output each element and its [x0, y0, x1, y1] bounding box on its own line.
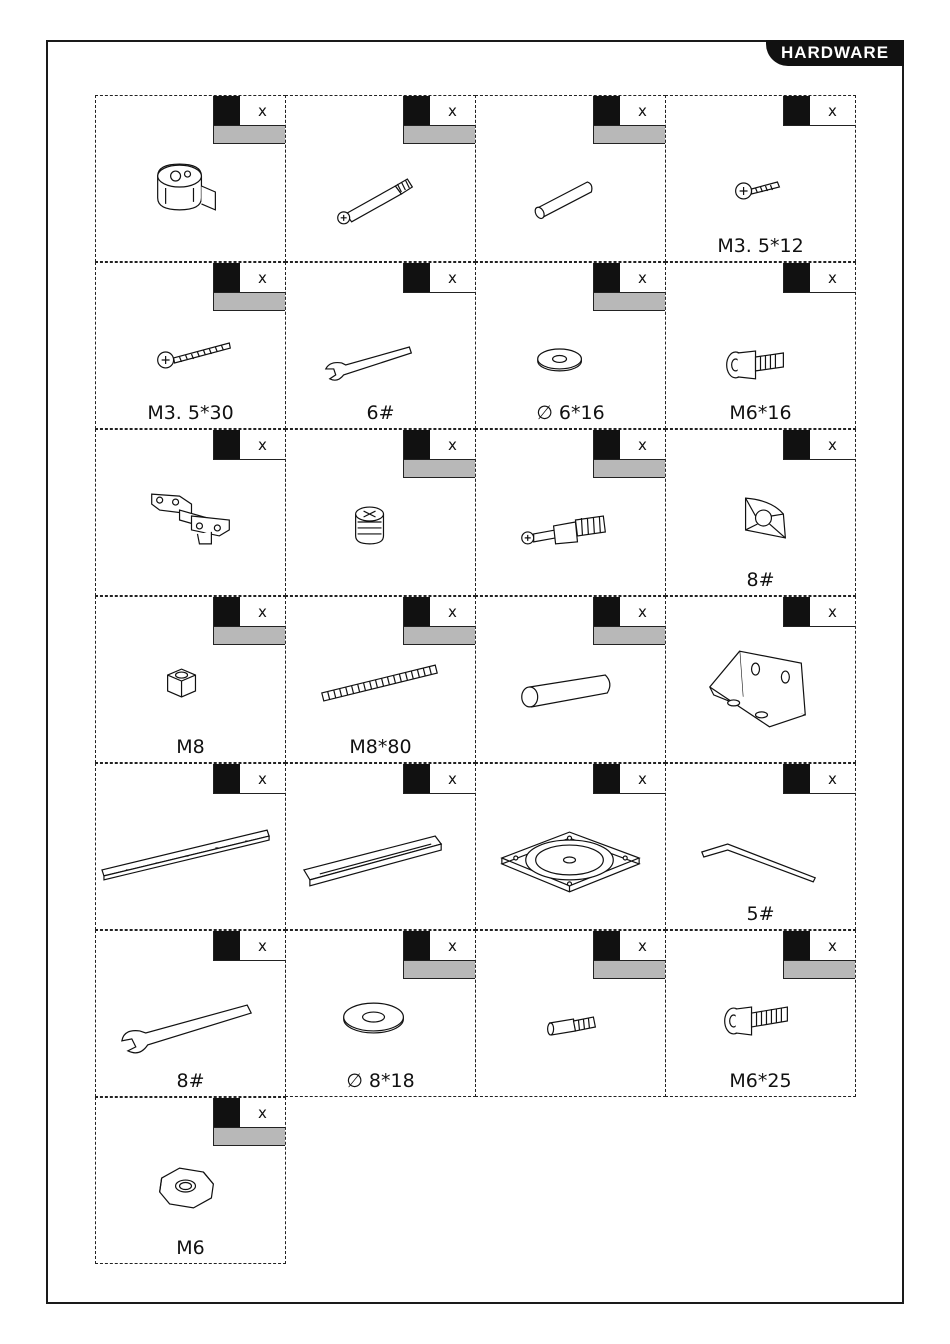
item-label: 5# — [746, 903, 775, 925]
quantity-x: x — [258, 936, 267, 955]
quantity-x: x — [828, 602, 837, 621]
quantity-x: x — [638, 769, 647, 788]
quantity-marker — [214, 764, 240, 793]
hardware-item — [95, 429, 286, 596]
quantity-x: x — [258, 602, 267, 621]
threaded-pin-icon — [476, 971, 665, 1071]
quantity-box — [783, 597, 855, 627]
hardware-item — [95, 596, 286, 763]
long-hex-bolt-icon — [666, 971, 855, 1071]
quantity-box — [593, 764, 665, 794]
drawer-rail-icon — [286, 804, 475, 904]
quantity-marker — [784, 597, 810, 626]
quantity-marker — [594, 430, 620, 459]
quantity-marker — [594, 263, 620, 292]
quantity-x: x — [258, 268, 267, 287]
hardware-item — [95, 1097, 286, 1264]
item-label: 8# — [746, 569, 775, 591]
hardware-item — [665, 429, 856, 596]
quantity-x: x — [828, 936, 837, 955]
quantity-marker — [404, 430, 430, 459]
large-dowel-icon — [476, 637, 665, 737]
quantity-x: x — [258, 769, 267, 788]
cam-lock-icon — [96, 136, 285, 236]
small-washer-icon — [476, 303, 665, 403]
hardware-item — [475, 763, 666, 930]
hardware-item — [665, 95, 856, 262]
item-label: 8# — [176, 1070, 205, 1092]
hardware-item — [95, 95, 286, 262]
small-wrench-icon — [286, 303, 475, 403]
item-label: M8 — [176, 736, 205, 758]
long-wood-screw-icon — [96, 303, 285, 403]
quantity-box — [783, 430, 855, 460]
hardware-item — [285, 429, 476, 596]
quantity-x: x — [448, 435, 457, 454]
quantity-box — [213, 764, 285, 794]
m6-nut-icon — [96, 1138, 285, 1238]
hardware-item — [475, 262, 666, 429]
allen-key-icon — [666, 804, 855, 904]
quantity-marker — [594, 96, 620, 125]
quantity-marker — [784, 430, 810, 459]
quantity-marker — [214, 263, 240, 292]
l-bracket-icon — [666, 637, 855, 737]
wood-dowel-icon — [476, 136, 665, 236]
drawer-slide-icon — [96, 804, 285, 904]
cabinet-hinge-icon — [96, 470, 285, 570]
quantity-marker — [214, 931, 240, 960]
quantity-marker — [784, 263, 810, 292]
quantity-x: x — [828, 101, 837, 120]
quantity-box — [783, 96, 855, 126]
hardware-item — [285, 262, 476, 429]
cam-connector-bolt-icon — [476, 470, 665, 570]
hardware-item — [95, 262, 286, 429]
threaded-rod-icon — [286, 637, 475, 737]
quantity-x: x — [638, 602, 647, 621]
quantity-box — [783, 263, 855, 293]
quantity-box — [213, 430, 285, 460]
quantity-x: x — [448, 936, 457, 955]
hardware-item — [475, 596, 666, 763]
cam-bolt-icon — [286, 136, 475, 236]
quantity-x: x — [638, 101, 647, 120]
quantity-marker — [404, 263, 430, 292]
quantity-marker — [214, 430, 240, 459]
m8-nut-icon — [96, 637, 285, 737]
quantity-x: x — [258, 101, 267, 120]
hardware-item — [665, 930, 856, 1097]
quantity-x: x — [448, 101, 457, 120]
hardware-item — [95, 930, 286, 1097]
large-wrench-icon — [96, 971, 285, 1071]
quantity-box — [783, 764, 855, 794]
item-label: M6*16 — [729, 402, 792, 424]
short-hex-bolt-icon — [666, 303, 855, 403]
item-label: M6 — [176, 1237, 205, 1259]
quantity-x: x — [828, 435, 837, 454]
item-label: M8*80 — [349, 736, 412, 758]
quantity-marker — [594, 597, 620, 626]
hardware-item — [475, 930, 666, 1097]
quantity-marker — [214, 1098, 240, 1127]
quantity-x: x — [638, 435, 647, 454]
hardware-item — [285, 930, 476, 1097]
quantity-box — [213, 931, 285, 961]
quantity-marker — [784, 96, 810, 125]
quantity-x: x — [828, 268, 837, 287]
hardware-item — [475, 429, 666, 596]
lazy-susan-bearing-icon — [476, 804, 665, 904]
item-label: M6*25 — [729, 1070, 792, 1092]
hardware-item — [665, 262, 856, 429]
quantity-x: x — [448, 769, 457, 788]
item-label: 6# — [366, 402, 395, 424]
item-label: M3. 5*12 — [717, 235, 804, 257]
quantity-marker — [784, 931, 810, 960]
quantity-marker — [404, 931, 430, 960]
hardware-item — [665, 596, 856, 763]
item-label: M3. 5*30 — [147, 402, 234, 424]
quantity-marker — [594, 931, 620, 960]
quantity-marker — [404, 96, 430, 125]
shelf-support-icon — [666, 470, 855, 570]
quantity-box — [403, 764, 475, 794]
quantity-marker — [214, 96, 240, 125]
hardware-item — [285, 95, 476, 262]
quantity-x: x — [448, 602, 457, 621]
section-tab: HARDWARE — [766, 40, 904, 66]
small-cam-lock-icon — [286, 470, 475, 570]
quantity-marker — [404, 597, 430, 626]
hardware-item — [665, 763, 856, 930]
quantity-x: x — [448, 268, 457, 287]
hardware-item — [475, 95, 666, 262]
quantity-x: x — [258, 435, 267, 454]
large-washer-icon — [286, 971, 475, 1071]
quantity-x: x — [638, 936, 647, 955]
quantity-box — [403, 263, 475, 293]
quantity-marker — [404, 764, 430, 793]
quantity-marker — [784, 764, 810, 793]
quantity-x: x — [638, 268, 647, 287]
quantity-x: x — [258, 1103, 267, 1122]
item-label: ∅ 8*18 — [346, 1070, 415, 1092]
quantity-x: x — [828, 769, 837, 788]
quantity-marker — [214, 597, 240, 626]
item-label: ∅ 6*16 — [536, 402, 605, 424]
hardware-item — [285, 763, 476, 930]
hardware-item — [95, 763, 286, 930]
hardware-item — [285, 596, 476, 763]
quantity-marker — [594, 764, 620, 793]
short-wood-screw-icon — [666, 136, 855, 236]
